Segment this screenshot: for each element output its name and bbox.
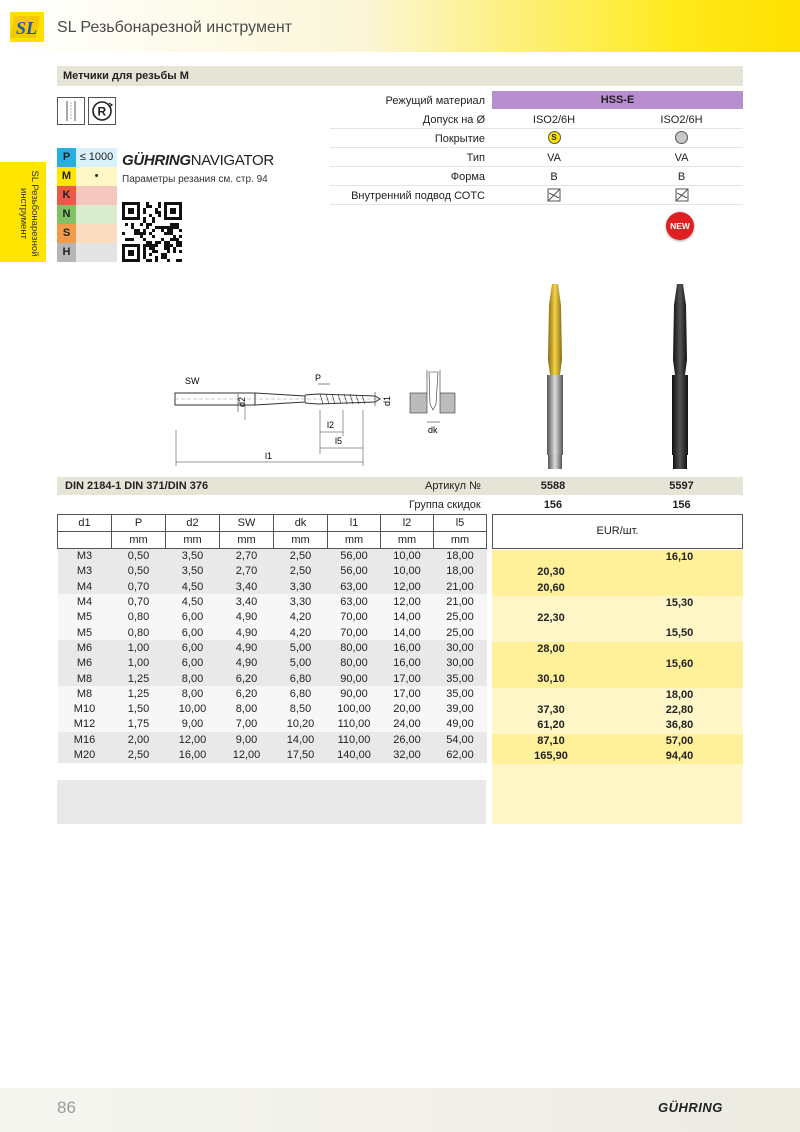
table-cell: 30,00	[446, 657, 474, 670]
table-cell: M8	[76, 687, 93, 700]
table-cell: 3,50	[181, 550, 204, 563]
table-cell: M4	[76, 596, 93, 609]
table-cell: 0,50	[127, 550, 150, 563]
table-cell: 80,00	[340, 641, 368, 654]
table-cell: 3,40	[235, 580, 258, 593]
qr-code-icon	[122, 202, 182, 262]
table-cell: 5,00	[289, 657, 312, 670]
price-article-1: 28,00	[537, 642, 565, 655]
coating-gray-icon	[675, 131, 688, 144]
table-cell: 12,00	[232, 749, 261, 761]
table-cell: 4,90	[235, 626, 258, 639]
table-cell: 2,50	[127, 749, 150, 761]
table-cell: 4,20	[289, 626, 312, 639]
table-cell: 54,00	[446, 733, 474, 746]
table-cell: 17,00	[393, 672, 421, 685]
table-cell: 30,00	[446, 641, 474, 654]
table-cell: 14,00	[286, 733, 315, 746]
table-filler-left	[57, 780, 486, 824]
svg-text:l1: l1	[265, 451, 273, 461]
price-article-1: 20,60	[537, 581, 565, 594]
guhring-navigator-logo: GÜHRINGNAVIGATOR	[122, 152, 274, 169]
table-cell: 2,70	[235, 565, 258, 578]
table-cell: 10,00	[393, 550, 421, 563]
table-cell: 35,00	[446, 687, 474, 700]
svg-text:P: P	[315, 373, 322, 383]
table-cell: M3	[76, 565, 93, 578]
table-cell: 2,70	[235, 550, 258, 563]
dimensions-table	[57, 514, 487, 763]
table-cell: 6,00	[181, 626, 204, 639]
table-cell: 110,00	[337, 733, 371, 746]
prop-row-coating: Покрытие S	[330, 129, 743, 148]
price-article-2: 94,40	[665, 749, 694, 762]
svg-text:d2: d2	[237, 396, 247, 407]
table-cell: 16,00	[393, 641, 421, 654]
table-cell: 1,25	[127, 687, 150, 700]
material-row-k	[57, 186, 117, 205]
material-row-p	[57, 148, 117, 167]
table-cell: 2,50	[289, 550, 312, 563]
table-cell: 0,80	[127, 626, 150, 639]
prop-row-type: Тип VA VA	[330, 148, 743, 167]
table-cell: 56,00	[340, 565, 368, 578]
table-cell: 9,00	[181, 718, 204, 731]
discount-row	[57, 496, 743, 513]
column-header: l1	[328, 515, 381, 532]
table-filler-right	[492, 780, 743, 824]
material-value	[76, 205, 117, 224]
column-unit: mm	[381, 532, 434, 549]
price-article-1: 30,10	[537, 673, 565, 686]
price-article-2: 18,00	[665, 688, 694, 701]
table-cell: 3,40	[235, 596, 258, 609]
table-cell: 8,00	[181, 672, 204, 685]
price-row	[492, 626, 743, 641]
price-row	[492, 550, 743, 565]
discount-2: 156	[672, 499, 691, 511]
table-cell: 20,00	[393, 703, 421, 716]
svg-text:d1: d1	[382, 395, 392, 406]
table-row	[58, 610, 487, 625]
navigator-subtitle: Параметры резания см. стр. 94	[122, 174, 268, 185]
table-cell: 6,80	[289, 687, 312, 700]
table-cell: 21,00	[446, 596, 474, 609]
page-title: SL Резьбонарезной инструмент	[57, 19, 293, 36]
column-header: l2	[381, 515, 434, 532]
table-cell: 63,00	[340, 580, 368, 593]
table-cell: 3,30	[289, 596, 312, 609]
table-row	[58, 717, 487, 732]
material-letter: M	[57, 167, 76, 186]
table-cell: M16	[73, 733, 96, 746]
price-row	[492, 718, 743, 733]
table-cell: M20	[73, 749, 96, 761]
table-row	[58, 549, 487, 564]
table-cell: 4,90	[235, 641, 258, 654]
tap-drawing	[170, 370, 470, 470]
table-cell: 8,00	[181, 687, 204, 700]
table-cell: 110,00	[337, 718, 371, 731]
table-cell: 24,00	[393, 718, 421, 731]
table-cell: 14,00	[393, 611, 421, 624]
table-cell: 25,00	[446, 626, 474, 639]
price-article-2: 15,60	[665, 658, 694, 671]
table-cell: 6,20	[235, 687, 258, 700]
table-cell: M10	[73, 703, 96, 716]
no-coolant-icon	[675, 188, 689, 202]
tap-dark-image	[660, 280, 700, 472]
material-letter: H	[57, 243, 76, 262]
table-cell: 3,30	[289, 580, 312, 593]
table-row	[58, 656, 487, 671]
svg-text:R: R	[97, 104, 107, 119]
discount-1: 156	[543, 499, 563, 511]
table-cell: 16,00	[393, 657, 421, 670]
price-column	[492, 550, 743, 780]
table-cell: 4,90	[235, 657, 258, 670]
price-pad	[492, 764, 743, 780]
price-article-1: 20,30	[537, 566, 565, 579]
column-unit: mm	[434, 532, 487, 549]
table-cell: 4,90	[235, 611, 258, 624]
table-cell: 8,50	[289, 703, 312, 716]
table-cell: 8,00	[235, 703, 258, 716]
svg-text:l5: l5	[335, 436, 343, 446]
tap-gold-image	[535, 280, 575, 472]
table-cell: M5	[76, 611, 93, 624]
material-row-n	[57, 205, 117, 224]
table-cell: 0,50	[127, 565, 150, 578]
table-cell: 3,50	[181, 565, 204, 578]
price-row	[492, 611, 743, 626]
table-cell: 7,00	[235, 718, 258, 731]
column-header: dk	[274, 515, 328, 532]
price-row	[492, 749, 743, 764]
table-cell: 0,80	[127, 611, 150, 624]
table-cell: 90,00	[340, 687, 368, 700]
svg-text:dk: dk	[428, 425, 438, 435]
table-cell: 35,00	[446, 672, 474, 685]
table-cell: 16,00	[178, 749, 207, 761]
price-row	[492, 657, 743, 672]
table-cell: 5,00	[289, 641, 312, 654]
page-number: 86	[57, 1098, 76, 1117]
price-row	[492, 642, 743, 657]
prop-row-coolant: Внутренний подвод СОТС	[330, 186, 743, 205]
table-cell: 12,00	[393, 596, 421, 609]
table-cell: M6	[76, 641, 93, 654]
price-article-1: 61,20	[537, 719, 565, 732]
table-cell: 6,80	[289, 672, 312, 685]
din-bar	[57, 477, 743, 495]
table-cell: 9,00	[235, 733, 258, 746]
price-article-2: 36,80	[665, 719, 694, 732]
price-row	[492, 672, 743, 687]
no-coolant-icon	[547, 188, 561, 202]
material-letter: S	[57, 224, 76, 243]
table-cell: M5	[76, 626, 93, 639]
price-article-1: 37,30	[537, 703, 565, 716]
column-unit: mm	[112, 532, 166, 549]
prop-row-tolerance: Допуск на Ø ISO2/6H ISO2/6H	[330, 110, 743, 129]
table-row	[58, 701, 487, 716]
footer-logo: GÜHRING	[658, 1100, 723, 1115]
table-cell: 10,20	[286, 718, 315, 731]
table-cell: 70,00	[340, 626, 368, 639]
cutting-material-value: HSS-E	[492, 91, 743, 109]
table-cell: 10,00	[393, 565, 421, 578]
table-cell: M8	[76, 672, 93, 685]
material-value	[76, 224, 117, 243]
right-hand-thread-icon	[88, 97, 116, 125]
table-cell: 14,00	[393, 626, 421, 639]
table-cell: M3	[76, 550, 93, 563]
table-row	[58, 732, 487, 747]
table-cell: 12,00	[393, 580, 421, 593]
table-cell: 6,00	[181, 641, 204, 654]
table-cell: 6,00	[181, 611, 204, 624]
material-value: ≤ 1000	[76, 148, 117, 167]
table-cell: M6	[76, 657, 93, 670]
prop-row-form: Форма B B	[330, 167, 743, 186]
table-cell: 100,00	[337, 703, 371, 716]
section-title: Метчики для резьбы M	[63, 70, 189, 82]
price-article-1: 87,10	[537, 734, 565, 747]
price-row	[492, 688, 743, 703]
table-cell: 1,75	[127, 718, 150, 731]
column-unit: mm	[274, 532, 328, 549]
table-cell: 17,00	[393, 687, 421, 700]
table-cell: 4,50	[181, 596, 204, 609]
shank-icon	[57, 97, 85, 125]
column-header: l5	[434, 515, 487, 532]
material-value	[76, 243, 117, 262]
table-row	[58, 579, 487, 594]
column-header: d1	[58, 515, 112, 532]
table-cell: 32,00	[393, 749, 421, 761]
table-row	[58, 686, 487, 701]
column-unit: mm	[220, 532, 274, 549]
price-row	[492, 565, 743, 580]
price-article-2: 22,80	[665, 703, 694, 716]
material-row-m	[57, 167, 117, 186]
table-cell: 18,00	[446, 550, 474, 563]
side-tab-label: SL Резьбонарезной инструмент	[18, 170, 40, 257]
table-cell: 70,00	[340, 611, 368, 624]
table-cell: 49,00	[446, 718, 474, 731]
table-row	[58, 564, 487, 579]
price-row	[492, 596, 743, 611]
table-cell: 1,00	[127, 641, 150, 654]
price-row	[492, 734, 743, 749]
column-header: P	[112, 515, 166, 532]
table-cell: 6,20	[235, 672, 258, 685]
material-letter: N	[57, 205, 76, 224]
table-cell: 21,00	[446, 580, 474, 593]
coating-s-icon: S	[548, 131, 561, 144]
column-unit: mm	[328, 532, 381, 549]
table-row	[58, 747, 487, 762]
price-article-2: 15,50	[665, 627, 694, 640]
table-cell: 80,00	[340, 657, 368, 670]
table-cell: 12,00	[178, 733, 207, 746]
column-header: d2	[166, 515, 220, 532]
section-bar	[57, 66, 743, 86]
price-article-2: 15,30	[665, 596, 694, 609]
table-cell: 4,50	[181, 580, 204, 593]
table-cell: 4,20	[289, 611, 312, 624]
table-cell: 26,00	[393, 733, 421, 746]
table-cell: 0,70	[127, 596, 150, 609]
price-article-1: 22,30	[537, 612, 565, 625]
material-row-s	[57, 224, 117, 243]
price-article-1: 165,90	[534, 749, 568, 762]
table-cell: 18,00	[446, 565, 474, 578]
column-header: SW	[220, 515, 274, 532]
material-value: •	[76, 167, 117, 186]
table-cell: M12	[73, 718, 96, 731]
table-cell: 1,00	[127, 657, 150, 670]
material-row-h	[57, 243, 117, 262]
material-letter: K	[57, 186, 76, 205]
table-cell: 2,50	[289, 565, 312, 578]
svg-text:l2: l2	[327, 420, 335, 430]
discount-label: Группа скидок	[409, 499, 481, 511]
material-value	[76, 186, 117, 205]
table-cell: 0,70	[127, 580, 150, 593]
table-cell: 90,00	[340, 672, 368, 685]
table-cell: 39,00	[446, 703, 474, 716]
column-unit	[58, 532, 112, 549]
price-article-2: 57,00	[665, 734, 694, 747]
article-2: 5597	[669, 480, 694, 492]
column-unit: mm	[166, 532, 220, 549]
table-row	[58, 640, 487, 655]
table-cell: 25,00	[446, 611, 474, 624]
table-row	[58, 671, 487, 686]
table-cell: 140,00	[337, 749, 371, 761]
table-cell: 62,00	[446, 749, 474, 761]
svg-text:SW: SW	[185, 376, 200, 386]
table-cell: 6,00	[181, 657, 204, 670]
din-standard: DIN 2184-1 DIN 371/DIN 376	[65, 480, 209, 492]
table-cell: 2,00	[127, 733, 150, 746]
price-article-2: 16,10	[665, 551, 694, 563]
table-row	[58, 594, 487, 609]
price-row	[492, 703, 743, 718]
prop-row-material: Режущий материал	[385, 95, 485, 107]
price-header: EUR/шт.	[492, 514, 743, 549]
new-badge: NEW	[666, 212, 694, 240]
table-cell: 10,00	[178, 703, 207, 716]
table-row	[58, 625, 487, 640]
material-letter: P	[57, 148, 76, 167]
table-cell: 56,00	[340, 550, 368, 563]
table-cell: 1,25	[127, 672, 150, 685]
article-1: 5588	[540, 480, 566, 492]
svg-text:SL: SL	[16, 18, 38, 38]
sl-logo-icon	[10, 12, 44, 42]
price-row	[492, 581, 743, 596]
table-cell: M4	[76, 580, 93, 593]
article-label: Артикул №	[425, 480, 481, 492]
table-cell: 63,00	[340, 596, 368, 609]
table-cell: 1,50	[127, 703, 150, 716]
table-cell: 17,50	[286, 749, 315, 761]
